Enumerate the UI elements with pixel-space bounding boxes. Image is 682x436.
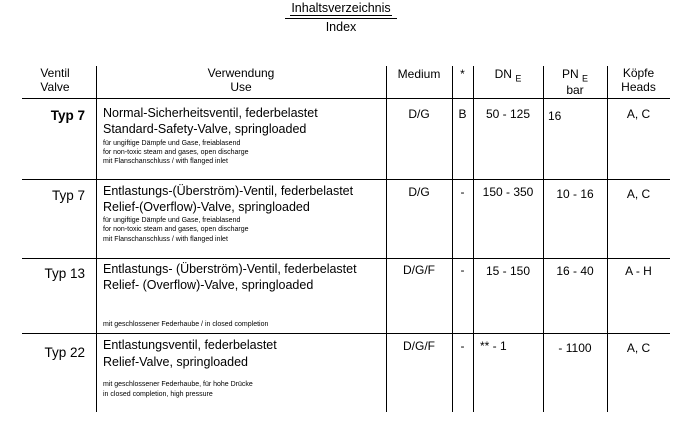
row-note: für ungiftige Dämpfe und Gase, freiablasend bbox=[103, 217, 241, 224]
row-use-de: Entlastungs- (Überström)-Ventil, federbelastet bbox=[103, 262, 357, 276]
row-dn: 50 - 125 bbox=[485, 107, 531, 121]
header-medium: Medium bbox=[397, 67, 441, 81]
row-dn: 15 - 150 bbox=[485, 264, 531, 278]
row-note: für ungiftige Dämpfe und Gase, freiablasend bbox=[103, 140, 241, 147]
row-note: mit geschlossener Federhaube, für hohe Drücke bbox=[103, 381, 253, 388]
row-note: mit geschlossener Federhaube / in closed completion bbox=[103, 321, 269, 328]
row-medium: D/G bbox=[408, 107, 430, 121]
row-medium: D/G/F bbox=[403, 263, 435, 277]
row-pn: 10 - 16 bbox=[556, 187, 594, 201]
row-note: mit Flanschanschluss / with flanged inlet bbox=[103, 158, 228, 165]
row-heads: A, C bbox=[626, 341, 651, 355]
row-use-en: Relief-Valve, springloaded bbox=[103, 355, 248, 369]
row-type: Typ 7 bbox=[50, 108, 85, 123]
title-rule bbox=[285, 18, 397, 19]
row-pn: - 1100 bbox=[558, 341, 592, 355]
title-de: Inhaltsverzeichnis bbox=[291, 1, 391, 15]
row-rule-3 bbox=[22, 333, 670, 334]
row-rule-1 bbox=[22, 179, 670, 180]
row-use-de: Entlastungsventil, federbelastet bbox=[103, 338, 277, 352]
row-star: - bbox=[460, 339, 465, 353]
row-use-en: Relief- (Overflow)-Valve, springloaded bbox=[103, 278, 314, 292]
row-star: B bbox=[458, 107, 467, 121]
header-verwendung: Verwendung Use bbox=[207, 66, 275, 94]
row-use-de: Normal-Sicherheitsventil, federbelastet bbox=[103, 106, 318, 120]
row-dn: ** - 1 bbox=[480, 339, 507, 353]
row-note: in closed completion, high pressure bbox=[103, 391, 213, 398]
row-use-de: Entlastungs-(Überström)-Ventil, federbelastet bbox=[103, 184, 354, 198]
row-note: for non-toxic steam and gases, open discharge bbox=[103, 149, 249, 156]
row-star: - bbox=[460, 185, 465, 199]
header-ventil: Ventil Valve bbox=[40, 66, 70, 94]
header-star: * bbox=[460, 67, 465, 81]
row-use-en: Relief-(Overflow)-Valve, springloaded bbox=[103, 200, 310, 214]
row-note: mit Flanschanschluss / with flanged inlet bbox=[103, 236, 228, 243]
row-dn: 150 - 350 bbox=[482, 185, 534, 199]
row-rule-2 bbox=[22, 258, 670, 259]
row-type: Typ 7 bbox=[51, 188, 85, 203]
row-pn: 16 - 40 bbox=[556, 264, 594, 278]
col-rule-5 bbox=[543, 66, 544, 412]
row-medium: D/G/F bbox=[403, 339, 435, 353]
row-heads: A, C bbox=[626, 187, 651, 201]
row-heads: A, C bbox=[626, 107, 651, 121]
row-pn: 16 bbox=[548, 109, 562, 123]
row-type: Typ 13 bbox=[44, 266, 85, 281]
row-use-en: Standard-Safety-Valve, springloaded bbox=[103, 122, 307, 136]
row-heads: A - H bbox=[625, 264, 652, 278]
row-type: Typ 22 bbox=[44, 345, 85, 360]
row-star: - bbox=[460, 263, 465, 277]
row-note: for non-toxic steam and gases, open discharge bbox=[103, 226, 249, 233]
header-heads: Köpfe Heads bbox=[621, 66, 656, 94]
header-pn: PN $_E$ bar bbox=[561, 67, 589, 98]
header-dn: DN $_E$ bbox=[494, 67, 522, 84]
row-medium: D/G bbox=[408, 185, 430, 199]
title-en: Index bbox=[325, 20, 357, 34]
col-rule-1 bbox=[96, 66, 97, 412]
header-rule bbox=[22, 98, 670, 99]
